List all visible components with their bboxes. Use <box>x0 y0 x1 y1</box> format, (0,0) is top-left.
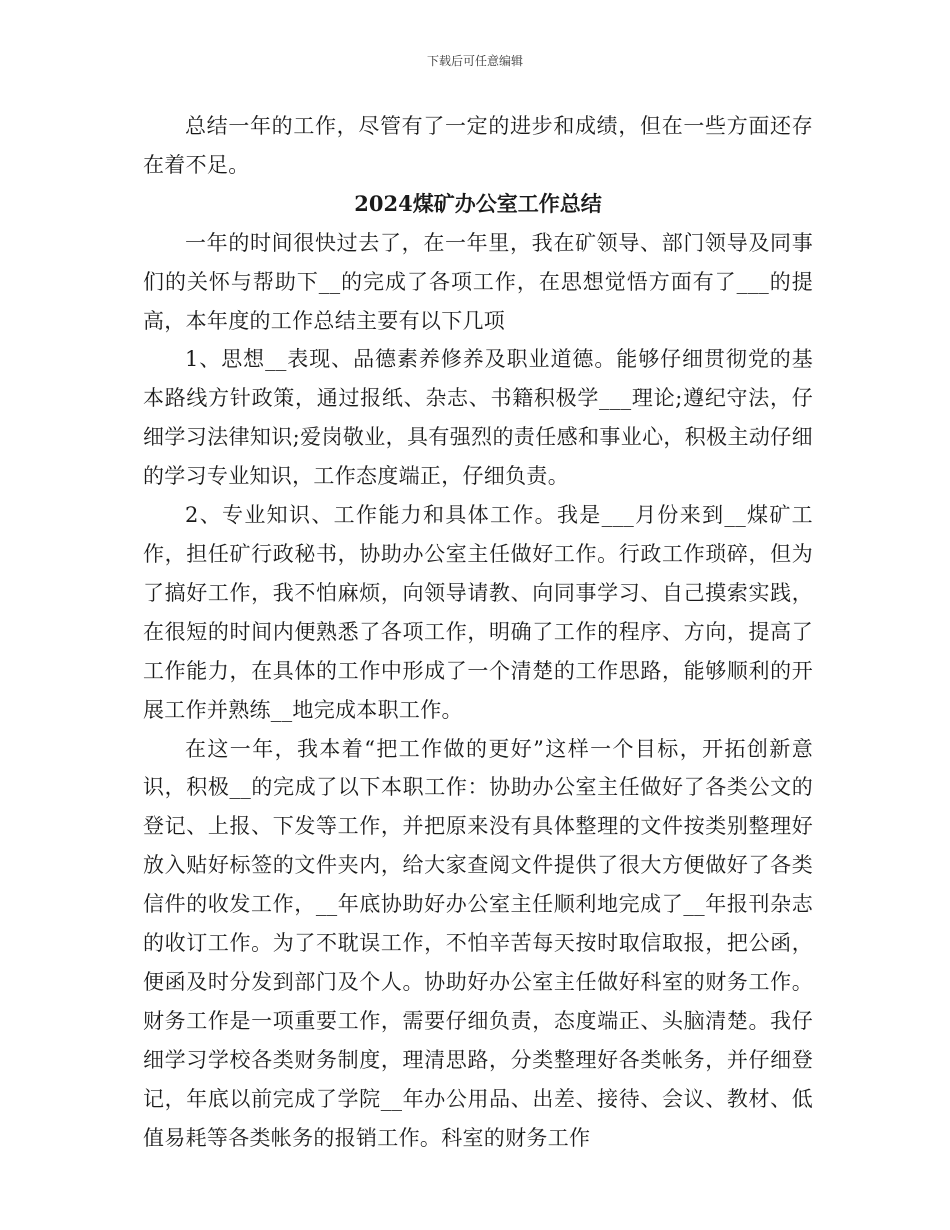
page-header-note: 下载后可任意编辑 <box>426 54 523 68</box>
intro-paragraph: 总结一年的工作，尽管有了一定的进步和成绩，但在一些方面还存在着不足。 <box>143 114 813 177</box>
body-paragraph: 一年的时间很快过去了，在一年里，我在矿领导、部门领导及同事们的关怀与帮助下__的完成了各项工作，在思想觉悟方面有了___的提高，本年度的工作总结主要有以下几项 <box>143 230 813 333</box>
document-body <box>143 107 813 1157</box>
body-paragraph: 2、专业知识、工作能力和具体工作。我是___月份来到__煤矿工作，担任矿行政秘书，协助办公室主任做好工作。行政工作琐碎，但为了搞好工作，我不怕麻烦，向领导请教、向同事学习、自己摸索实践，在很短的时间内便熟悉了各项工作，明确了工作的程序、方向，提高了工作能力，在具体的工作中形成了一个清楚的工作思路，能够顺利的开展工作并熟练__地完成本职工作。 <box>143 503 813 722</box>
body-paragraph: 在这一年，我本着“把工作做的更好”这样一个目标，开拓创新意识，积极__的完成了以下本职工作：协助办公室主任做好了各类公文的登记、上报、下发等工作，并把原来没有具体整理的文件按类别整理好放入贴好标签的文件夹内，给大家查阅文件提供了很大方便做好了各类信件的收发工作，__年底协助好办公室主任顺利地完成了__年报刊杂志的收订工作。为了不耽误工作，不怕辛苦每天按时取信取报，把公函，便函及时分发到部门及个人。协助好办公室主任做好科室的财务工作。财务工作是一项重要工作，需要仔细负责，态度端正、头脑清楚。我仔细学习学校各类财务制度，理清思路，分类整理好各类帐务，并仔细登记，年底以前完成了学院__年办公用品、出差、接待、会议、教材、低值易耗等各类帐务的报销工作。科室的财务工作 <box>143 736 813 1150</box>
body-paragraph: 1、思想__表现、品德素养修养及职业道德。能够仔细贯彻党的基本路线方针政策，通过报纸、杂志、书籍积极学___理论;遵纪守法，仔细学习法律知识;爱岗敬业，具有强烈的责任感和事业心，积极主动仔细的学习专业知识，工作态度端正，仔细负责。 <box>143 347 813 489</box>
document-title: 2024煤矿办公室工作总结 <box>354 190 602 216</box>
